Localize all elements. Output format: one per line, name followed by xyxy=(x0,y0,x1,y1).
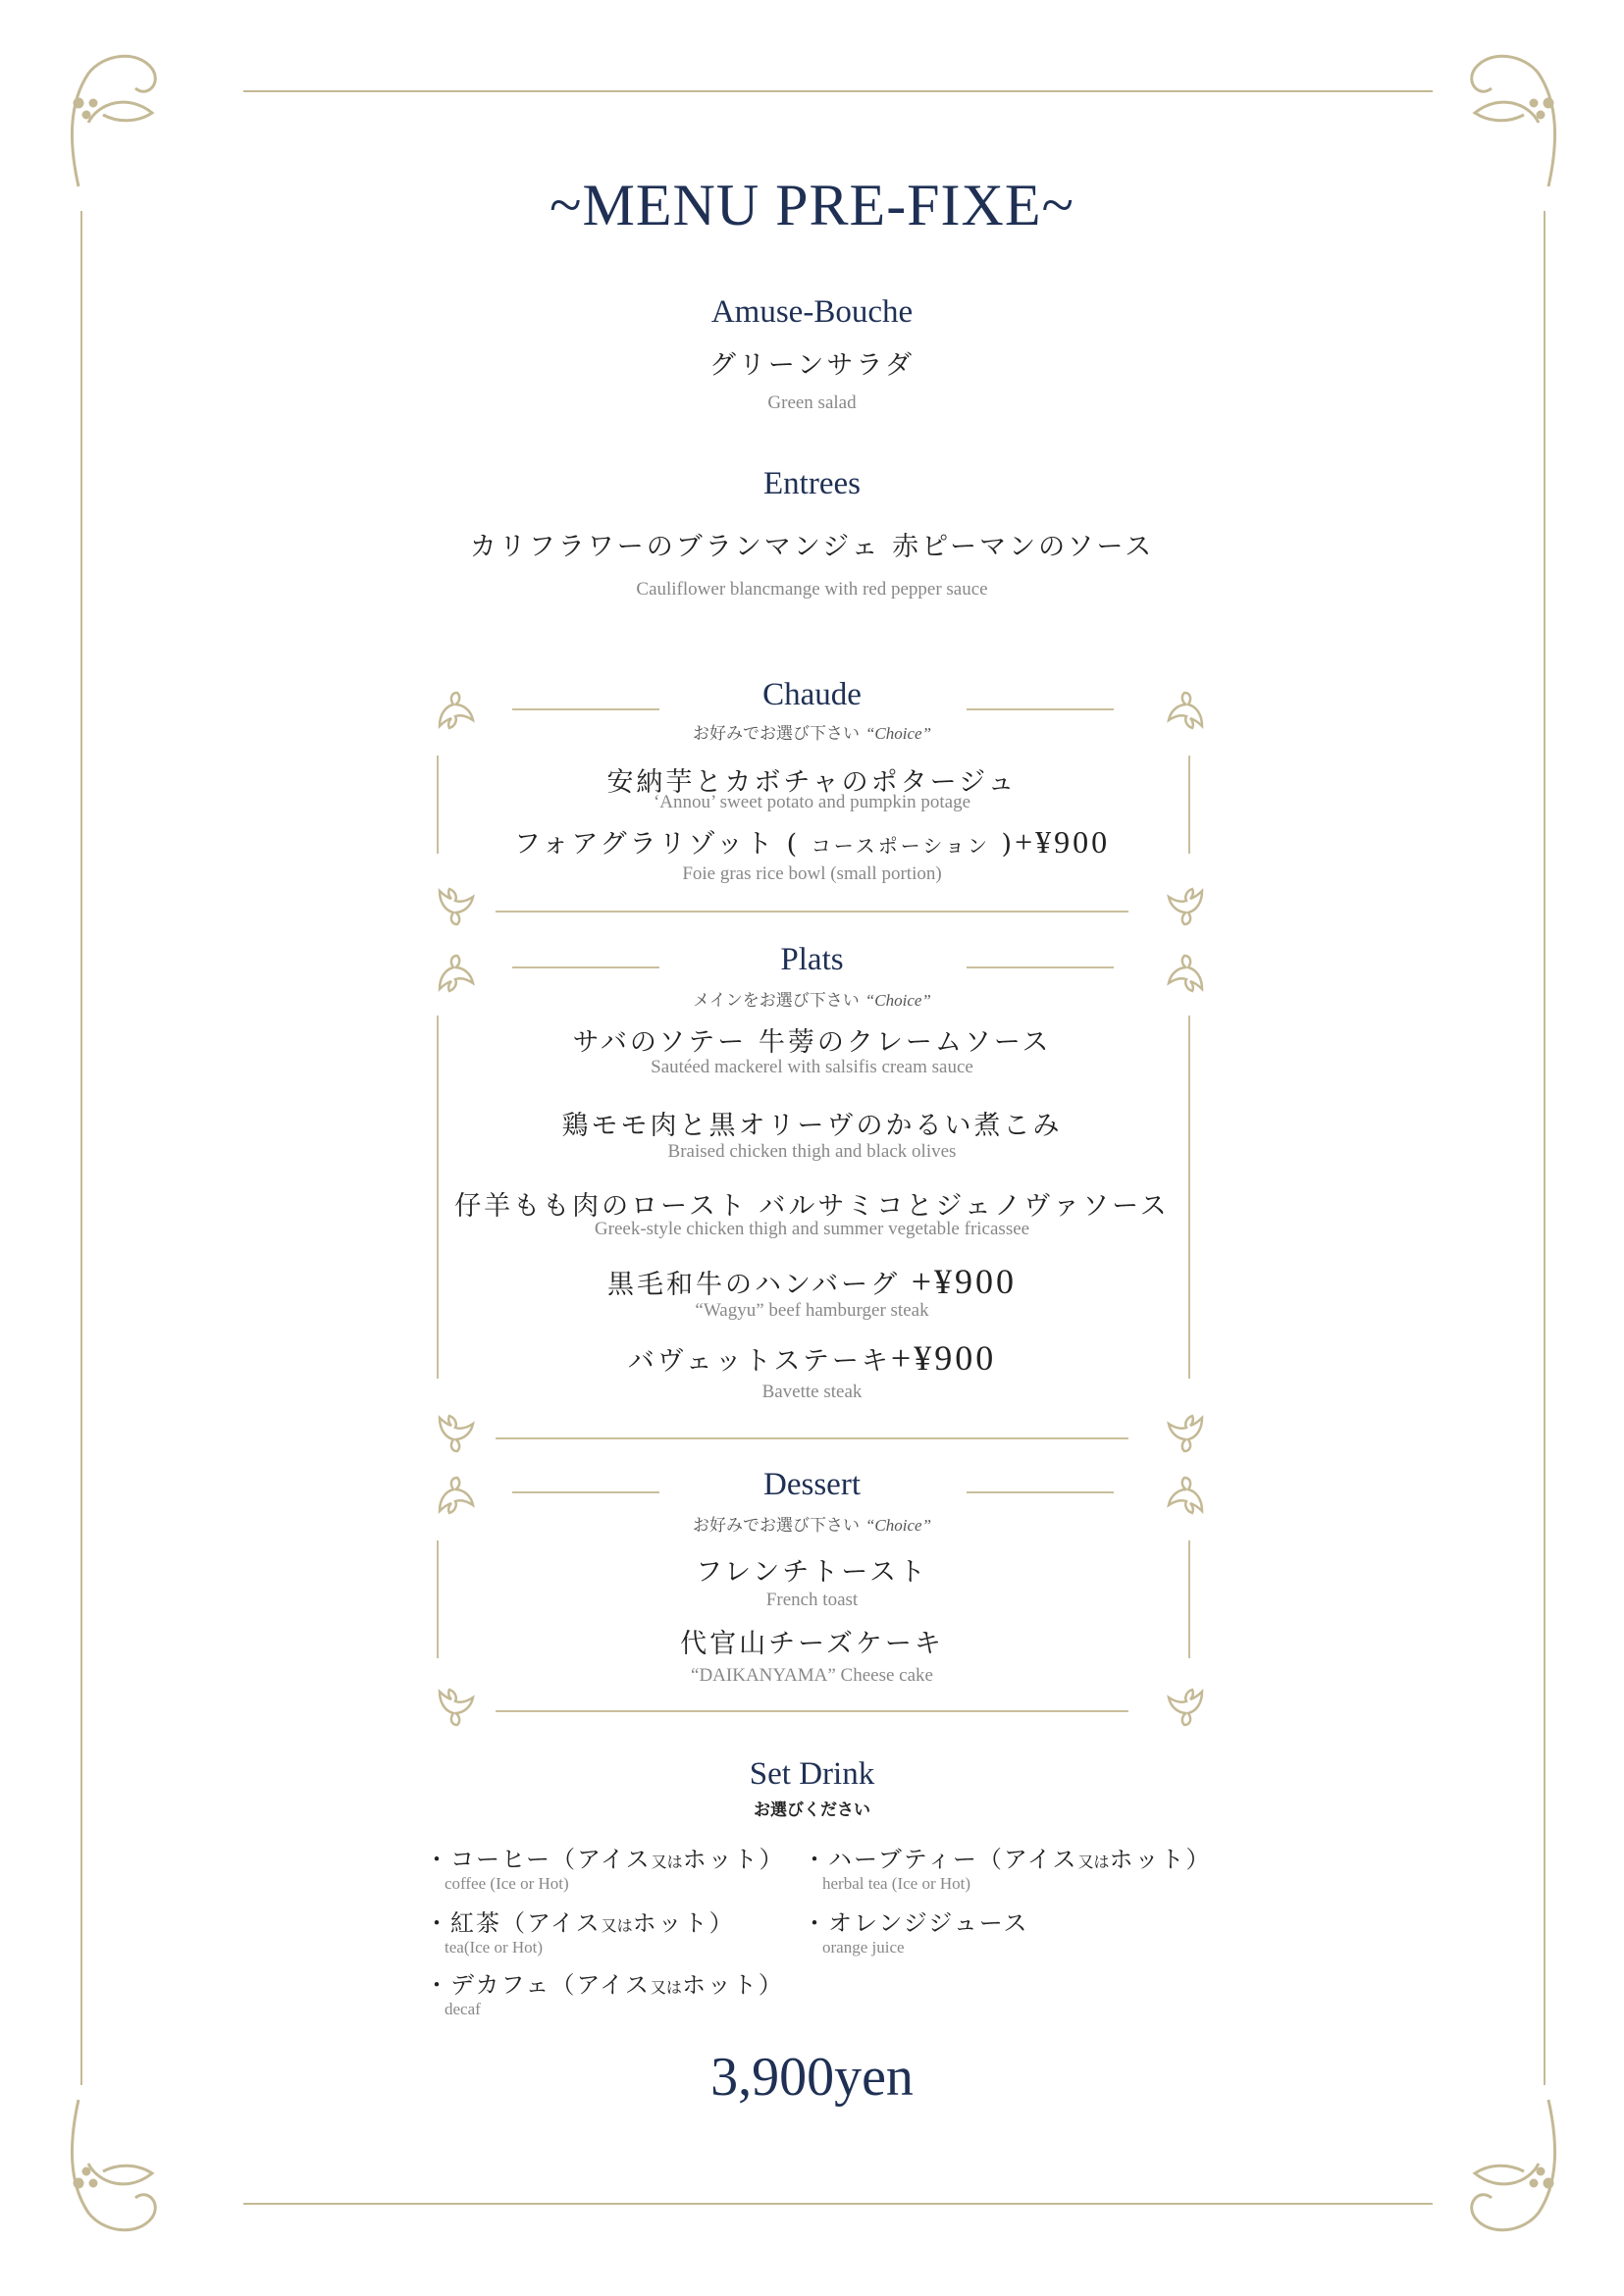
plats-item-4-en: “Wagyu” beef hamburger steak xyxy=(695,1300,929,1321)
drink-tea-jp-after: ホット） xyxy=(632,1909,735,1937)
fleur-ornament-icon xyxy=(432,950,479,997)
chaude-item-2-jp: フォアグラリゾット ( xyxy=(513,829,812,860)
fleur-ornament-icon xyxy=(1163,1684,1210,1731)
fleur-ornament-icon xyxy=(1163,1410,1210,1457)
plats-choice-en: “Choice” xyxy=(864,991,931,1010)
plats-item-3-jp: 仔羊もも肉のロースト バルサミコとジェノヴァソース xyxy=(454,1191,1170,1222)
chaude-choice xyxy=(0,719,1624,744)
dessert-choice-en: “Choice” xyxy=(864,1516,932,1535)
fleur-ornament-icon xyxy=(1163,950,1210,997)
drink-orange-jp: ・オレンジジュース xyxy=(803,1909,1029,1937)
chaude-item-2 xyxy=(0,822,1624,861)
drink-herbal-small: 又は xyxy=(1077,1852,1110,1871)
drink-coffee-en: coffee (Ice or Hot) xyxy=(445,1874,569,1893)
chaude-item-2-price: +¥900 xyxy=(1015,824,1111,860)
drink-item-orange-juice xyxy=(803,1904,1029,1957)
plats-item-5-price: +¥900 xyxy=(890,1338,997,1378)
fleur-ornament-icon xyxy=(432,1684,479,1731)
entrees-en: Cauliflower blancmange with red pepper sauce xyxy=(636,579,988,600)
drink-tea-small: 又は xyxy=(601,1916,633,1935)
fleur-ornament-icon xyxy=(432,883,479,930)
frame-top-line xyxy=(243,90,1433,92)
drink-decaf-jp: ・デカフェ（アイス xyxy=(425,1971,651,1999)
drink-herbal-en: herbal tea (Ice or Hot) xyxy=(822,1874,971,1893)
chaude-bottom-line xyxy=(496,911,1128,913)
total-price: 3,900yen xyxy=(710,2047,914,2108)
frame-bottom-line xyxy=(243,2203,1433,2205)
drink-herbal-jp-after: ホット） xyxy=(1109,1846,1212,1873)
plats-item-4 xyxy=(0,1261,1624,1302)
amuse-en: Green salad xyxy=(767,392,857,413)
dessert-heading: Dessert xyxy=(763,1467,861,1502)
drink-orange-en: orange juice xyxy=(822,1938,905,1957)
fleur-ornament-icon xyxy=(1163,883,1210,930)
drink-tea-en: tea(Ice or Hot) xyxy=(445,1938,544,1957)
plats-item-1-jp: サバのソテー 牛蒡のクレームソース xyxy=(572,1027,1052,1058)
chaude-item-2-jp-after: ) xyxy=(989,829,1016,860)
plats-item-5-en: Bavette steak xyxy=(761,1382,863,1402)
plats-choice-jp: メインをお選び下さい xyxy=(693,991,860,1011)
amuse-heading: Amuse-Bouche xyxy=(710,294,914,330)
fleur-ornament-icon xyxy=(432,1472,479,1519)
drink-tea-jp: ・紅茶（アイス xyxy=(425,1909,602,1937)
drink-coffee-jp: ・コーヒー（アイス xyxy=(425,1846,652,1873)
dessert-choice xyxy=(0,1511,1624,1536)
chaude-item-1-jp: 安納芋とカボチャのポタージュ xyxy=(606,767,1018,798)
plats-item-5-jp: バヴェットステーキ xyxy=(627,1346,891,1377)
corner-ornament-bottom-right-icon xyxy=(1450,2095,1568,2242)
chaude-item-1-en: ‘Annou’ sweet potato and pumpkin potage xyxy=(653,792,971,812)
plats-item-2-en: Braised chicken thigh and black olives xyxy=(667,1141,957,1162)
plats-item-1-en: Sautéed mackerel with salsifis cream sauce xyxy=(651,1057,973,1077)
entrees-heading: Entrees xyxy=(763,466,861,501)
chaude-item-2-en: Foie gras rice bowl (small portion) xyxy=(682,863,942,884)
dessert-bottom-line xyxy=(496,1710,1128,1712)
drink-coffee-jp-after: ホット） xyxy=(682,1846,785,1873)
corner-ornament-bottom-left-icon xyxy=(59,2095,177,2242)
drinks-heading: Set Drink xyxy=(749,1756,875,1792)
drink-decaf-small: 又は xyxy=(650,1978,682,1997)
drink-item-decaf xyxy=(425,1965,784,2019)
drink-decaf-jp-after: ホット） xyxy=(681,1971,784,1999)
corner-ornament-top-left-icon xyxy=(59,44,177,191)
fleur-ornament-icon xyxy=(432,687,479,734)
drink-item-tea xyxy=(425,1904,735,1957)
drinks-sub: お選びください xyxy=(754,1800,870,1820)
drink-item-herbal-tea xyxy=(803,1840,1212,1894)
drink-herbal-jp: ・ハーブティー（アイス xyxy=(803,1846,1078,1873)
dessert-item-1-en: French toast xyxy=(765,1590,859,1610)
plats-bottom-line xyxy=(496,1437,1128,1439)
dessert-item-2-en: “DAIKANYAMA” Cheese cake xyxy=(691,1665,933,1686)
fleur-ornament-icon xyxy=(1163,687,1210,734)
chaude-choice-en: “Choice” xyxy=(864,724,932,743)
fleur-ornament-icon xyxy=(1163,1472,1210,1519)
plats-choice xyxy=(0,986,1624,1011)
chaude-choice-jp: お好みでお選び下さい xyxy=(692,724,860,744)
dessert-choice-jp: お好みでお選び下さい xyxy=(692,1516,860,1536)
amuse-jp: グリーンサラダ xyxy=(708,350,916,381)
corner-ornament-top-right-icon xyxy=(1450,44,1568,191)
menu-title: ~MENU PRE-FIXE~ xyxy=(550,173,1074,237)
plats-item-4-price: +¥900 xyxy=(911,1262,1018,1301)
chaude-item-2-jp-small: コースポーション xyxy=(811,834,990,858)
plats-item-3-en: Greek-style chicken thigh and summer vegetable fricassee xyxy=(594,1219,1030,1239)
plats-item-5 xyxy=(0,1337,1624,1379)
plats-item-4-jp: 黒毛和牛のハンバーグ xyxy=(606,1270,901,1300)
drink-item-coffee xyxy=(425,1840,785,1894)
dessert-item-2-jp: 代官山チーズケーキ xyxy=(680,1629,944,1659)
fleur-ornament-icon xyxy=(432,1410,479,1457)
plats-heading: Plats xyxy=(780,942,844,977)
drink-decaf-en: decaf xyxy=(445,2000,481,2018)
plats-item-2-jp: 鶏モモ肉と黒オリーヴのかるい煮こみ xyxy=(561,1111,1063,1141)
entrees-jp: カリフラワーのブランマンジェ 赤ピーマンのソース xyxy=(469,532,1155,562)
dessert-item-1-jp: フレンチトースト xyxy=(696,1557,928,1588)
chaude-heading: Chaude xyxy=(762,677,862,712)
drink-coffee-small: 又は xyxy=(651,1852,683,1871)
